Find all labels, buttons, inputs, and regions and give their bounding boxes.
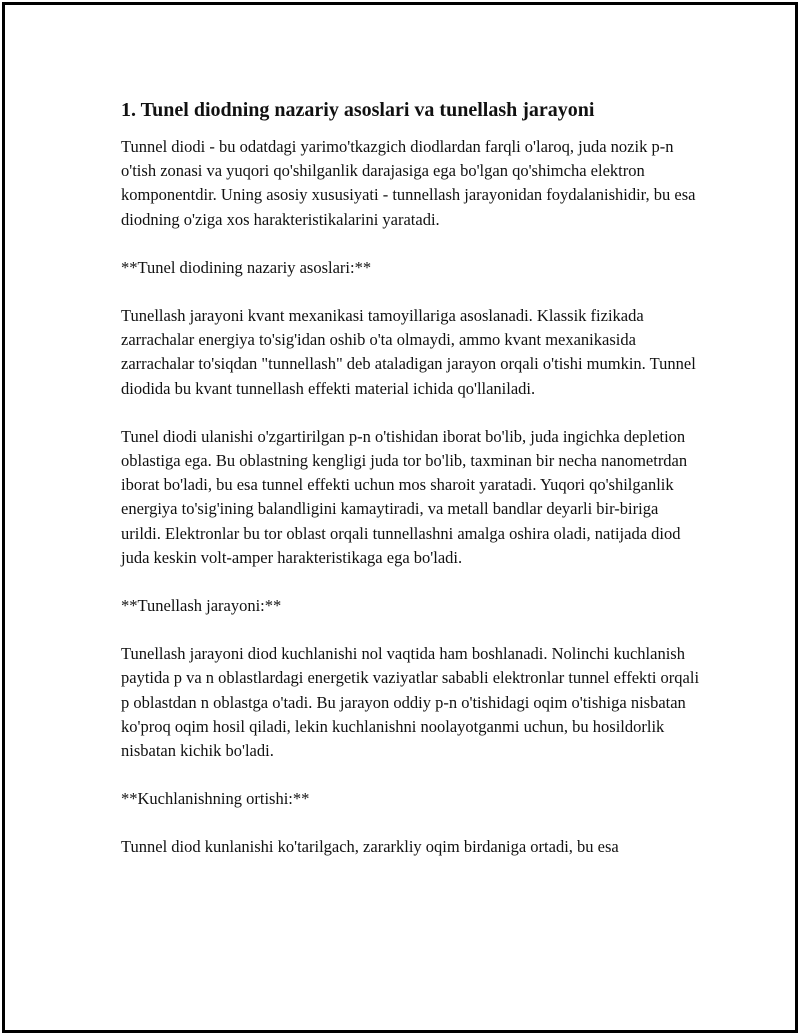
section-heading-tunneling: **Tunellash jarayoni:**	[121, 596, 282, 616]
theory-paragraph-1: Tunellash jarayoni kvant mexanikasi tamoyillariga asoslanadi. Klassik fizikada zarrachalar energiya to'sig'idan oshib o'ta olmaydi, ammo kvant mexanikasida zarrachalar to'siqdan "tunnellash" deb ataladigan jarayon orqali o'tishi mumkin. Tunnel diodida bu kvant tunnellash effekti material ichida qo'llaniladi.	[121, 306, 696, 398]
section-heading-voltage: **Kuchlanishning ortishi:**	[121, 789, 310, 809]
tunneling-paragraph: Tunellash jarayoni diod kuchlanishi nol vaqtida ham boshlanadi. Nolinchi kuchlanish paytida p va n oblastlardagi energetik vaziyatlar sababli elektronlar tunnel effekti orqali p oblastdan n oblastga o'tadi. Bu jarayon oddiy p-n o'tishidagi oqim o'tishiga nisbatan ko'proq oqim hosil qiladi, lekin kuchlanishni noolayotganmi uchun, bu hosildorlik nisbatan kichik bo'ladi.	[121, 644, 700, 761]
document-body	[121, 97, 701, 884]
section-heading-theory: **Tunel diodining nazariy asoslari:**	[121, 257, 372, 277]
document-page	[2, 2, 798, 1033]
document-title: 1. Tunel diodning nazariy asoslari va tunellash jarayoni	[121, 99, 595, 121]
theory-paragraph-2: Tunel diodi ulanishi o'zgartirilgan p-n o'tishidan iborat bo'lib, juda ingichka depletion oblastiga ega. Bu oblastning kengligi juda tor bo'lib, taxminan bir necha nanometrdan iborat bo'ladi, bu esa tunnel effekti uchun mos sharoit yaratadi. Yuqori qo'shilganlik energiya to'sig'ining balandligini kamaytiradi, va metall bandlar deyarli bir-biriga urildi. Elektronlar bu tor oblast orqali tunnellashni amalga oshira oladi, natijada diod juda keskin volt-amper harakteristikaga ega bo'ladi.	[121, 426, 688, 567]
voltage-paragraph: Tunnel diod kunlanishi ko'tarilgach, zararkliy oqim birdaniga ortadi, bu esa	[121, 837, 619, 857]
intro-paragraph: Tunnel diodi - bu odatdagi yarimo'tkazgich diodlardan farqli o'laroq, juda nozik p-n o'tish zonasi va yuqori qo'shilganlik darajasiga ega bo'lgan qo'shimcha elektron komponentdir. Uning asosiy xususiyati - tunnellash jarayonidan foydalanishidir, bu esa diodning o'ziga xos harakteristikalarini yaratadi.	[121, 137, 696, 229]
